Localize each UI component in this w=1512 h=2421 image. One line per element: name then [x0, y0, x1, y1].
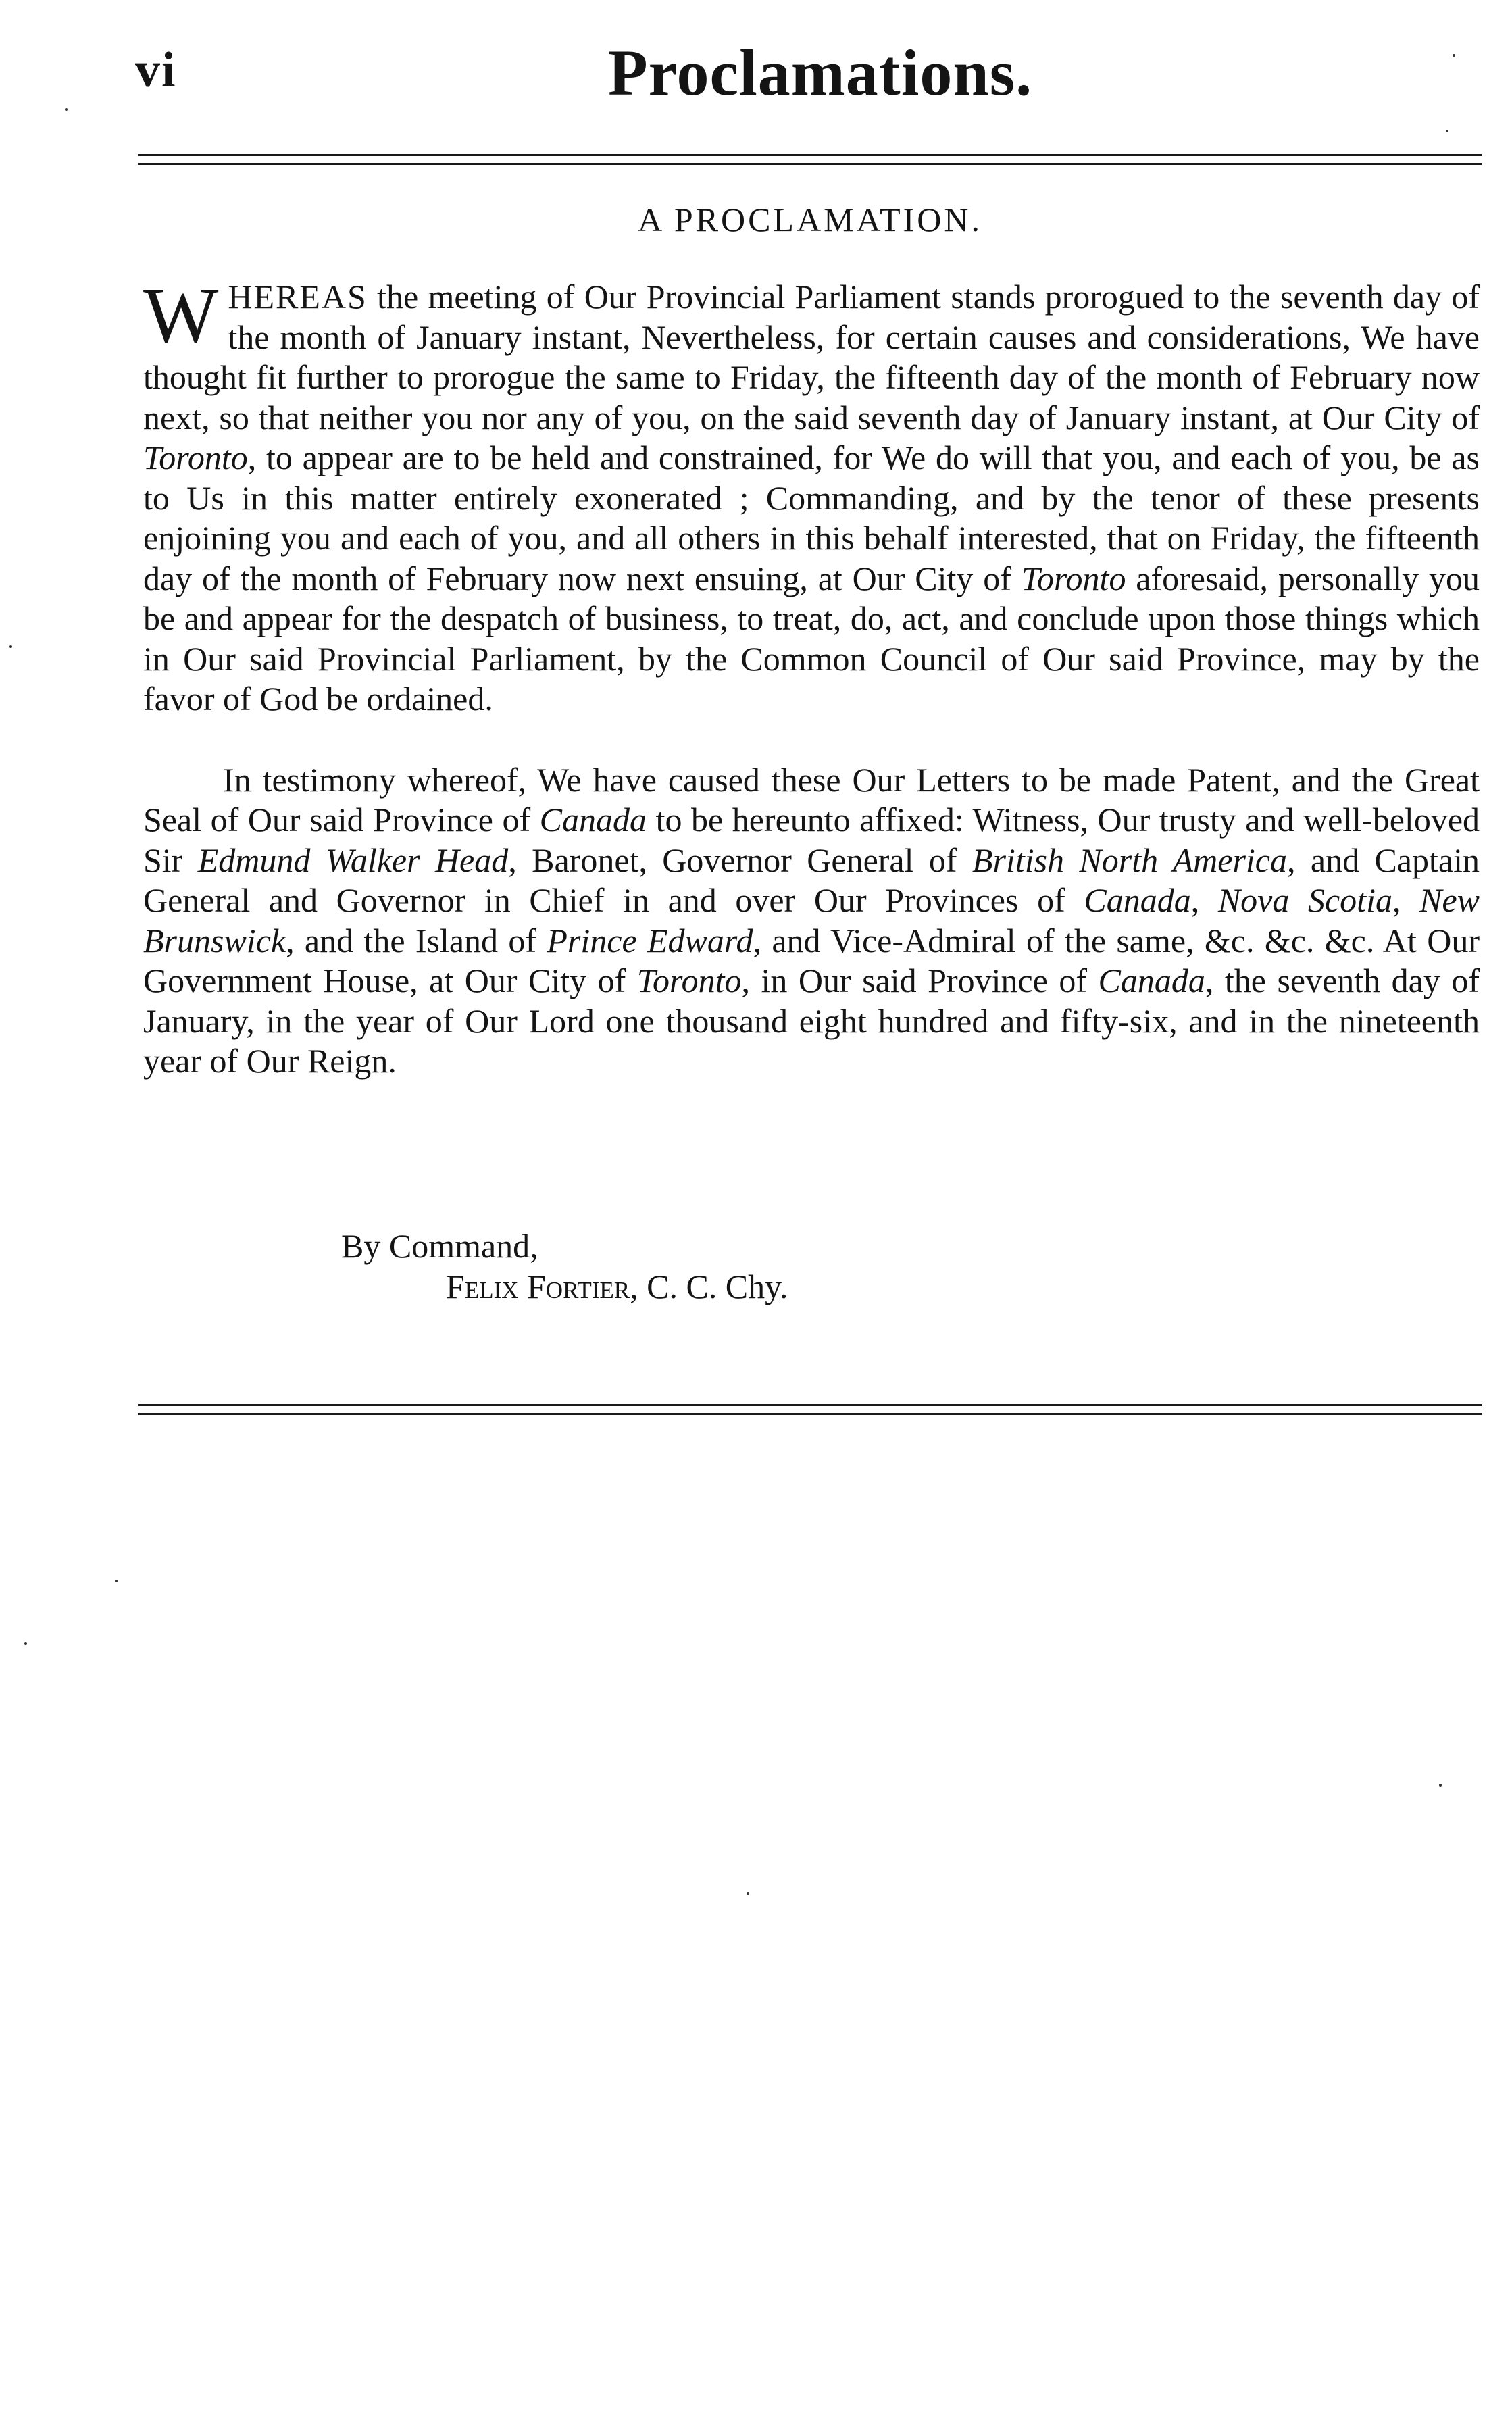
paragraph-text: ,: [1190, 881, 1218, 919]
paragraph-text: , Baronet, Governor General of: [508, 841, 972, 879]
paragraph-text: , and Vice-Admiral of the same, &c. &c. &c. At Our Government House, at Our City of: [143, 921, 1480, 999]
by-command-line: By Command,: [341, 1227, 538, 1265]
place-name: Toronto: [143, 439, 248, 476]
footer-rule: [138, 1404, 1482, 1415]
signature-block: [341, 1226, 788, 1307]
paragraph-text: ,: [1392, 881, 1420, 919]
page-number: vi: [135, 43, 177, 98]
signer-line: [341, 1266, 788, 1307]
scan-speck: [747, 1892, 749, 1895]
place-name: Canada: [539, 801, 647, 839]
scan-speck: [1439, 1784, 1442, 1787]
signer-name: Felix Fortier: [446, 1268, 630, 1305]
person-name: Edmund Walker Head: [197, 841, 509, 879]
place-name: British North America: [972, 841, 1287, 879]
scan-speck: [1446, 130, 1448, 132]
paragraph-text: , and Captain General and Governor in Chief in and over Our Provinces of: [143, 841, 1480, 919]
proclamation-title: A PROCLAMATION.: [637, 201, 983, 239]
proclamation-paragraph-1: [143, 271, 1480, 720]
page-header: [135, 35, 1480, 116]
place-name: Canada: [1084, 881, 1191, 919]
place-name: Nova Scotia: [1217, 881, 1392, 919]
proclamation-paragraph-2: [143, 760, 1480, 1082]
paragraph-text: In testimony whereof, We have caused these Our Letters to be made Patent, and the Great Seal of Our said Province of: [143, 760, 1480, 839]
paragraph-text: , in Our said Province of: [741, 962, 1099, 999]
place-name: Toronto: [1021, 559, 1126, 597]
place-name: New Brunswick: [143, 881, 1480, 959]
paragraph-text: , and the Island of: [286, 921, 547, 959]
scan-speck: [1453, 54, 1455, 57]
place-name: Canada: [1098, 962, 1205, 999]
paragraph-text: , to appear are to be held and constrained, for We do will that you, and each of you, be as to Us in this matter entirely exonerated ; Commanding, and by the tenor of these presents enjoining you and each of you, and all others in this behalf interested, that on Friday, the fifteenth day of the month of February now next ensuing, at Our City of: [143, 439, 1480, 597]
paragraph-text: to be hereunto affixed: Witness, Our trusty and well-beloved Sir: [143, 801, 1480, 879]
paragraph-text: the meeting of Our Provincial Parliament stands prorogued to the seventh day of the month of January instant, Nevertheless, for certain causes and considerations, We have thought fit further to prorogue the same to Friday, the fifteenth day of the month of February now next, so that neither you nor any of you, on the said seventh day of January instant, at Our City of: [143, 278, 1480, 436]
place-name: Prince Edward: [547, 921, 753, 959]
scan-speck: [9, 645, 12, 648]
drop-cap: W: [143, 271, 219, 359]
paragraph-text: aforesaid, personally you be and appear for the despatch of business, to treat, do, act, and conclude upon those things which in Our said Provincial Parliament, by the Common Council of Our said Province, may by the favor of God be ordained.: [143, 559, 1480, 718]
header-rule: [138, 154, 1482, 165]
scan-speck: [24, 1642, 27, 1645]
scan-speck: [65, 108, 68, 111]
running-head: Proclamations.: [608, 36, 1033, 109]
lead-word: HEREAS: [228, 278, 368, 316]
scan-speck: [115, 1580, 118, 1582]
place-name: Toronto: [636, 962, 742, 999]
paragraph-text: , the seventh day of January, in the year of Our Lord one thousand eight hundred and fifty-six, and in the nineteenth year of Our Reign.: [143, 962, 1480, 1080]
signer-title: , C. C. Chy.: [630, 1268, 788, 1305]
proclamation-body: [143, 271, 1480, 1082]
